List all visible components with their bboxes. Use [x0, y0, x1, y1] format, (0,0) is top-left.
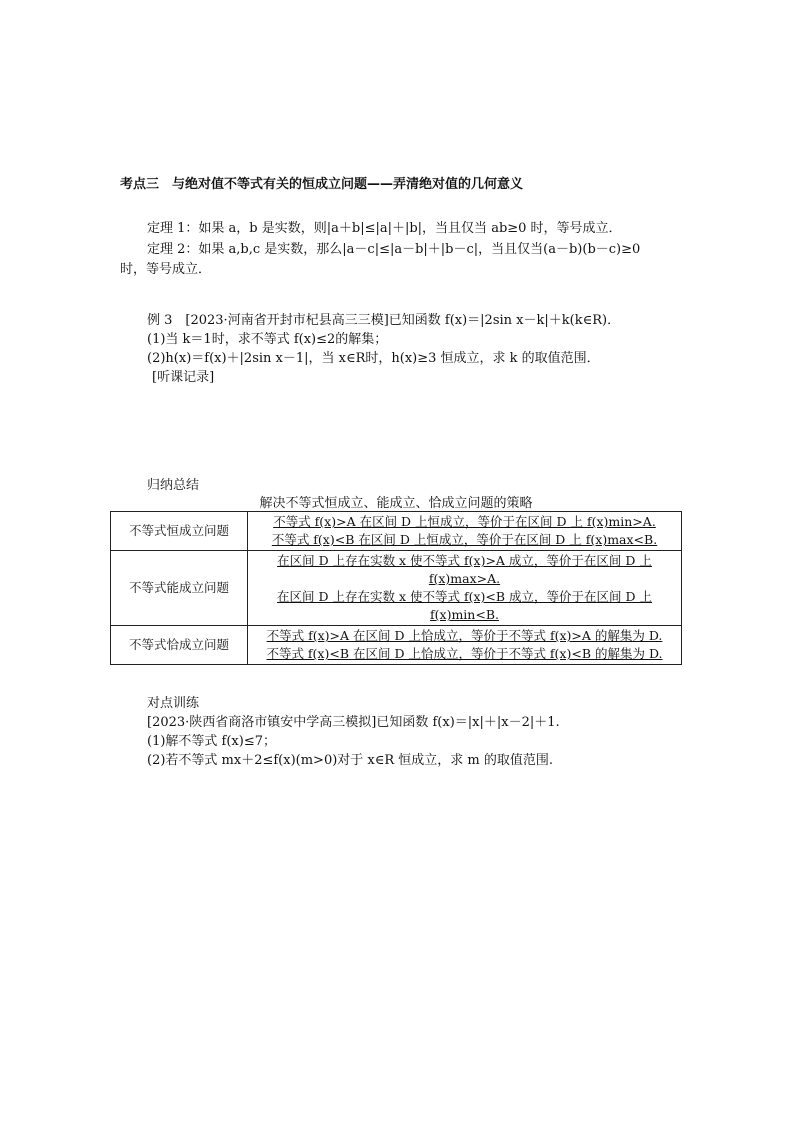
example-3-part-2: (2)h(x)＝f(x)＋|2sin x－1|，当 x∈R时，h(x)≥3 恒成立，求 k 的取值范围．	[147, 351, 600, 366]
row-description	[248, 626, 682, 665]
description-line: 不等式 f(x)>A 在区间 D 上恰成立，等价于不等式 f(x)>A 的解集为 D.	[266, 628, 663, 643]
lecture-notes-label: [听课记录]	[152, 370, 215, 385]
table-row	[111, 512, 682, 551]
example-3-stem: 例 3 [2023·河南省开封市杞县高三三模]已知函数 f(x)＝|2sin x－k|＋k(k∈R)．	[147, 313, 621, 328]
table-row	[111, 551, 682, 626]
strategy-table	[110, 511, 682, 665]
row-description	[248, 551, 682, 626]
description-line: f(x)max>A.	[428, 571, 501, 586]
row-category: 不等式恒成立问题	[111, 512, 248, 551]
row-category: 不等式恰成立问题	[111, 626, 248, 665]
table-caption: 解决不等式恒成立、能成立、恰成立问题的策略	[259, 496, 533, 511]
theorem-2-line-2: 时，等号成立．	[120, 262, 212, 277]
row-category: 不等式能成立问题	[111, 551, 248, 626]
description-line: f(x)min<B.	[430, 607, 499, 622]
description-line: 在区间 D 上存在实数 x 使不等式 f(x)<B 成立，等价于在区间 D 上	[277, 589, 652, 604]
section-heading: 考点三 与绝对值不等式有关的恒成立问题——弄清绝对值的几何意义	[120, 177, 524, 192]
summary-label: 归纳总结	[147, 478, 200, 493]
row-description	[248, 512, 682, 551]
description-line: 在区间 D 上存在实数 x 使不等式 f(x)>A 成立，等价于在区间 D 上	[277, 553, 652, 568]
description-line: 不等式 f(x)<B 在区间 D 上恒成立，等价于在区间 D 上 f(x)max<B.	[271, 532, 658, 547]
table-row	[111, 626, 682, 665]
practice-stem: [2023·陕西省商洛市镇安中学高三模拟]已知函数 f(x)＝|x|＋|x－2|＋1.	[147, 715, 560, 730]
practice-part-2: (2)若不等式 mx＋2≤f(x)(m>0)对于 x∈R 恒成立，求 m 的取值范围.	[147, 753, 554, 768]
theorem-2-line-1: 定理 2：如果 a,b,c 是实数，那么|a－c|≤|a－b|＋|b－c|，当且仅当(a－b)(b－c)≥0	[147, 242, 641, 257]
theorem-1: 定理 1：如果 a，b 是实数，则|a＋b|≤|a|＋|b|，当且仅当 ab≥0 时，等号成立．	[147, 221, 622, 236]
description-line: 不等式 f(x)>A 在区间 D 上恒成立，等价于在区间 D 上 f(x)min>A.	[273, 514, 656, 529]
practice-label: 对点训练	[147, 696, 200, 711]
practice-part-1: (1)解不等式 f(x)≤7；	[147, 734, 276, 749]
description-line: 不等式 f(x)<B 在区间 D 上恰成立，等价于不等式 f(x)<B 的解集为 D.	[266, 646, 663, 661]
example-3-part-1: (1)当 k＝1时，求不等式 f(x)≤2的解集；	[147, 332, 388, 347]
